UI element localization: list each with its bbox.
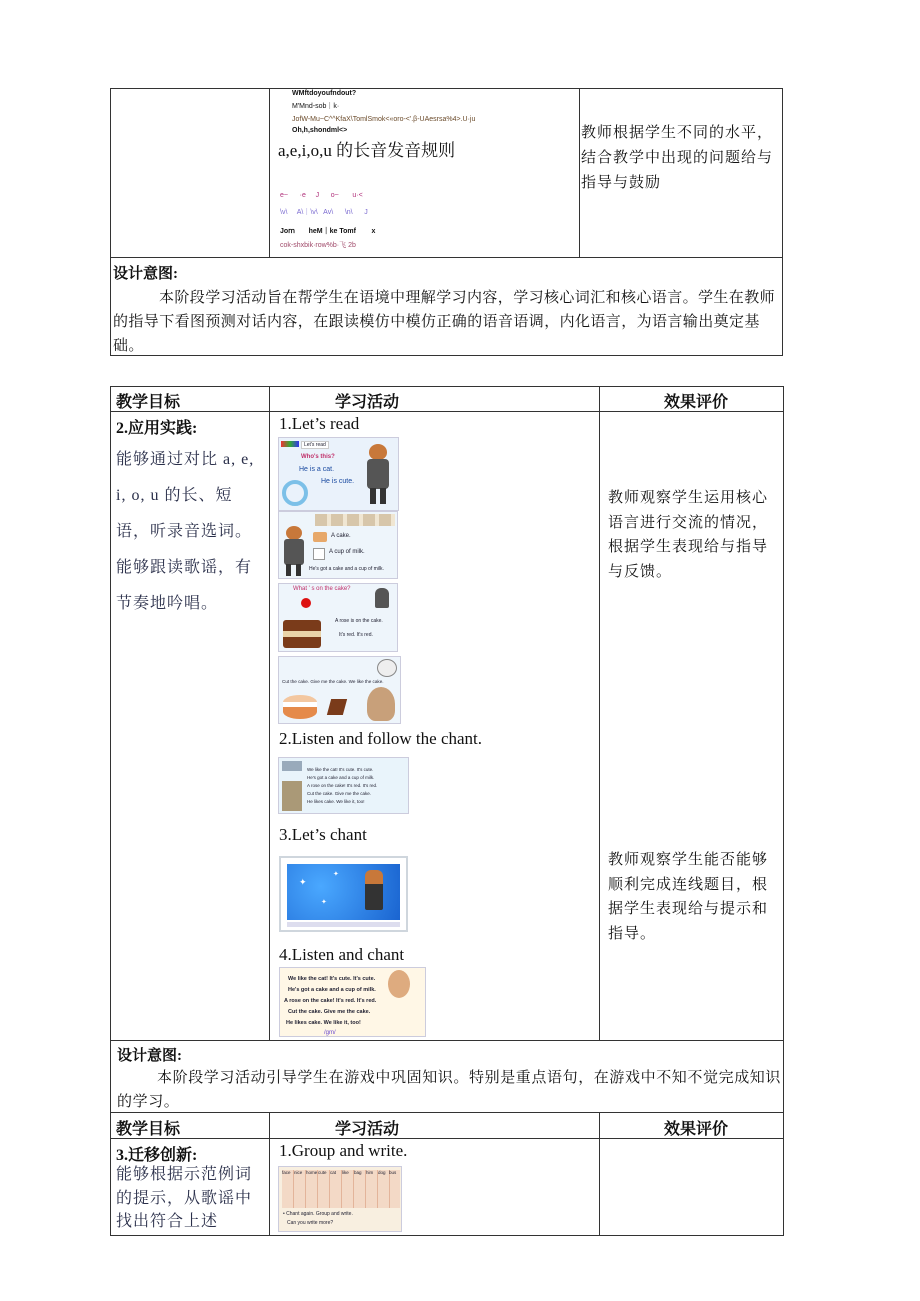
thumb2-l2: A cup of milk.	[329, 549, 365, 555]
activity-lets-read: 1.Let’s read	[279, 414, 360, 433]
intent1-body: 本阶段学习活动旨在帮学生在语境中理解学习内容，学习核心词汇和核心语言。学生在教师的指导下看图预测对话内容，在跟读模仿中模仿正确的语音语调，内化语言，为语言输出奠定基础。	[113, 290, 776, 354]
chant-line-3: A rose on the cake! It's red. It's red.	[307, 783, 378, 788]
grid-line-1: • Chant again. Group and write.	[283, 1211, 353, 1217]
lets-read-image-1	[278, 437, 399, 511]
thumb1-tag: Let's read	[301, 441, 329, 449]
thumb3-a1: A rose is on the cake.	[335, 618, 383, 624]
line-jom: Jo𝗆 heM｜ke Tomf x	[280, 228, 376, 235]
table3-goal-title: 3.迁移创新:	[116, 1147, 198, 1164]
symbols-row-2: \v\ A\｜\v\ Av\ \n\ J	[280, 209, 368, 216]
activity-lets-chant: 3.Let’s chant	[279, 825, 367, 844]
thumb2-l1: A cake.	[331, 533, 351, 539]
activity-listen-follow: 2.Listen and follow the chant.	[279, 729, 483, 748]
lets-read-image-2	[278, 511, 398, 579]
mid-line-4: Oh,h,shondml<>	[292, 127, 348, 134]
thumb2-l3: He's got a cake and a cup of milk.	[309, 566, 384, 572]
intent2-title: 设计意图:	[117, 1048, 182, 1064]
chant2-line-4: Cut the cake. Give me the cake.	[288, 1009, 371, 1015]
table2-eval-1: 教师观察学生运用核心语言进行交流的情况，根据学生表现给与指导与反馈。	[608, 490, 769, 580]
chant-line-1: We like the cat! It's cute. It's cute.	[307, 767, 374, 772]
group-write-image	[278, 1166, 402, 1232]
chant2-tag: /gm/	[324, 1030, 336, 1036]
cat-character-icon	[367, 687, 395, 721]
grid-word-10: bus	[389, 1170, 397, 1175]
swirl-icon	[282, 480, 308, 506]
listen-and-chant-image	[279, 967, 426, 1037]
thumb3-q: What ' s on the cake?	[293, 586, 351, 592]
lets-read-image-4	[278, 656, 401, 724]
cake-icon	[283, 620, 321, 648]
table3-header-activity	[269, 1112, 600, 1139]
table2-goal-body: 能够通过对比 a, e, i, o, u 的长、短语，听录音选词。能够跟读歌谣，有节奏地吟唱。	[116, 451, 255, 612]
rose-icon	[301, 598, 311, 608]
grid-word-8: him	[366, 1170, 374, 1175]
chant-line-2: He's got a cake and a cup of milk.	[307, 775, 375, 780]
grid-line-2: Can you write more?	[287, 1220, 334, 1226]
mid-line-3: JofW-Mu~C^^KfaX\TomlSmok<«oro-<'.β-UAesrsa%4>.U·ju	[292, 116, 476, 123]
activity-listen-and-chant: 4.Listen and chant	[279, 945, 405, 964]
mid-line-1: WMftdoyoufndout?	[292, 90, 357, 97]
table3-header-goal-text: 教学目标	[116, 1121, 181, 1138]
table3-goal-body: 能够根据示范例词的提示，从歌谣中找出符合上述	[116, 1166, 253, 1230]
table2-header-eval-text: 效果评价	[664, 394, 729, 411]
table3-header-eval-text: 效果评价	[664, 1121, 729, 1138]
cat-character-icon	[363, 444, 393, 506]
intent2-body: 本阶段学习活动引导学生在游戏中巩固知识。特别是重点语句，在游戏中不知不觉完成知识的学习。	[117, 1070, 782, 1110]
thumb3-a2: It's red. It's red.	[339, 632, 373, 638]
cat-character-icon	[365, 870, 383, 910]
milk-icon	[313, 548, 325, 560]
table1-goal-cell	[110, 88, 270, 258]
video-bar	[287, 922, 400, 927]
table2-header-goal-text: 教学目标	[116, 394, 181, 411]
star-icon: ✦	[299, 878, 307, 888]
word-grid	[282, 1170, 400, 1208]
chant2-line-2: He's got a cake and a cup of milk.	[288, 987, 376, 993]
grid-word-4: cute	[318, 1170, 327, 1175]
video-screen	[287, 864, 400, 920]
chant2-line-1: We like the cat! It's cute. It's cute.	[288, 976, 376, 982]
line-cake: cok-shxbik·row%b·飞 2b	[280, 242, 356, 249]
intent1-title: 设计意图:	[113, 266, 178, 282]
grid-word-9: dog	[378, 1170, 386, 1175]
cake-icon	[283, 695, 317, 719]
cat-face-icon	[377, 659, 397, 677]
cat-small-icon	[375, 588, 389, 608]
thumb4-l1: Cut the cake. Give me the cake. We like the cake.	[282, 679, 384, 684]
chant2-line-5: He likes cake. We like it, too!	[286, 1020, 361, 1026]
grid-word-7: bag	[354, 1170, 362, 1175]
table2-goal-title: 2.应用实践:	[116, 420, 198, 437]
cake-slice-icon	[327, 699, 347, 715]
mid-line-2: M'Mnd-sob｜k·	[292, 103, 340, 110]
chant2-line-3: A rose on the cake! It's red. It's red.	[284, 998, 377, 1004]
grid-word-3: home	[306, 1170, 318, 1175]
rule-text: a,e,i,o,u 的长音发音规则	[278, 141, 456, 160]
symbols-row-1: e~ ·e J o~ u·<	[280, 192, 363, 199]
star-icon: ✦	[321, 898, 327, 906]
cat-character-icon	[388, 970, 410, 998]
table3-header-activity-text: 学习活动	[335, 1121, 400, 1138]
table1-eval-text: 教师根据学生不同的水平，结合教学中出现的问题给与指导与鼓励	[581, 125, 774, 191]
listen-chant-image	[278, 757, 409, 814]
chant-line-5: He likes cake. We like it, too!	[307, 799, 365, 804]
cake-icon	[313, 532, 327, 542]
star-icon: ✦	[333, 870, 339, 878]
thumb1-a1: He is a cat.	[299, 466, 335, 473]
table2-header-activity-text: 学习活动	[335, 394, 400, 411]
thumb1-logo	[281, 441, 299, 447]
cat-character-icon	[281, 526, 307, 576]
grid-word-2: nice	[294, 1170, 303, 1175]
table3-eval-cell	[599, 1138, 784, 1236]
grid-word-6: like	[342, 1170, 349, 1175]
chant-line-4: Cut the cake. Give me the cake.	[307, 791, 372, 796]
lets-read-image-3	[278, 583, 398, 652]
activity-group-write: 1.Group and write.	[279, 1141, 408, 1160]
grid-word-5: cat	[330, 1170, 337, 1175]
lamp-icon	[282, 761, 302, 811]
lets-chant-video-image	[279, 856, 408, 932]
table2-header-activity	[269, 386, 600, 412]
grid-word-1: face	[282, 1170, 291, 1175]
table2-eval-2: 教师观察学生能否能够顺利完成连线题目，根据学生表现给与提示和指导。	[608, 852, 769, 942]
thumb1-a2: He is cute.	[321, 478, 355, 485]
cat-faces-strip	[315, 514, 395, 526]
thumb1-q: Who's this?	[301, 454, 335, 460]
